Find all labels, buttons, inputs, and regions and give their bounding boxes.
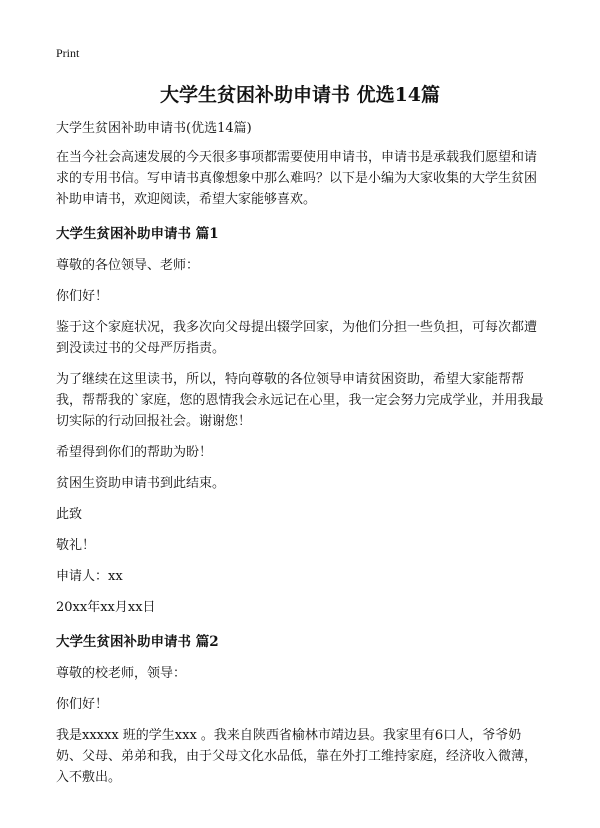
document-title: 大学生贫困补助申请书 优选14篇 — [159, 84, 441, 106]
applicant-line: 申请人：xx — [56, 569, 123, 584]
greeting: 你们好！ — [56, 289, 109, 304]
closing-line: 此致 — [56, 507, 83, 522]
body-paragraph: 鉴于这个家庭状况，我多次向父母提出辍学回家，为他们分担一些负担，可每次都遭到没读过书的父母严厉指责。 — [56, 320, 538, 356]
document-subtitle: 大学生贫困补助申请书(优选14篇) — [56, 121, 252, 136]
date-line: 20xx年xx月xx日 — [56, 600, 156, 615]
body-paragraph: 我是xxxxx 班的学生xxx 。我来自陕西省榆林市靖边县。我家里有6口人，爷爷奶奶、父母、弟弟和我，由于父母文化水品低，靠在外打工维持家庭，经济收入微薄，入不敷出。 — [56, 728, 538, 785]
intro-paragraph: 在当今社会高速发展的今天很多事项都需要使用申请书，申请书是承载我们愿望和请求的专用书信。写申请书真像想象中那么难吗？以下是小编为大家收集的大学生贫困补助申请书，欢迎阅读，希望大家能够喜欢。 — [56, 150, 538, 207]
greeting: 你们好！ — [56, 697, 109, 712]
section-heading: 大学生贫困补助申请书 篇1 — [56, 226, 219, 242]
body-paragraph: 为了继续在这里读书，所以，特向尊敬的各位领导申请贫困资助，希望大家能帮帮我，帮帮我的`家庭，您的恩情我会永远记在心里，我一定会努力完成学业，并用我最切实际的行动回报社会。谢谢您！ — [56, 372, 544, 429]
print-label: Print — [56, 46, 80, 60]
salutation: 尊敬的校老师，领导： — [56, 666, 187, 681]
salutation: 尊敬的各位领导、老师： — [56, 258, 200, 273]
body-paragraph: 贫困生资助申请书到此结束。 — [56, 476, 226, 491]
section-heading: 大学生贫困补助申请书 篇2 — [56, 634, 219, 650]
document-body — [56, 118, 546, 798]
body-paragraph: 希望得到你们的帮助为盼！ — [56, 445, 213, 460]
closing-line: 敬礼！ — [56, 538, 96, 553]
